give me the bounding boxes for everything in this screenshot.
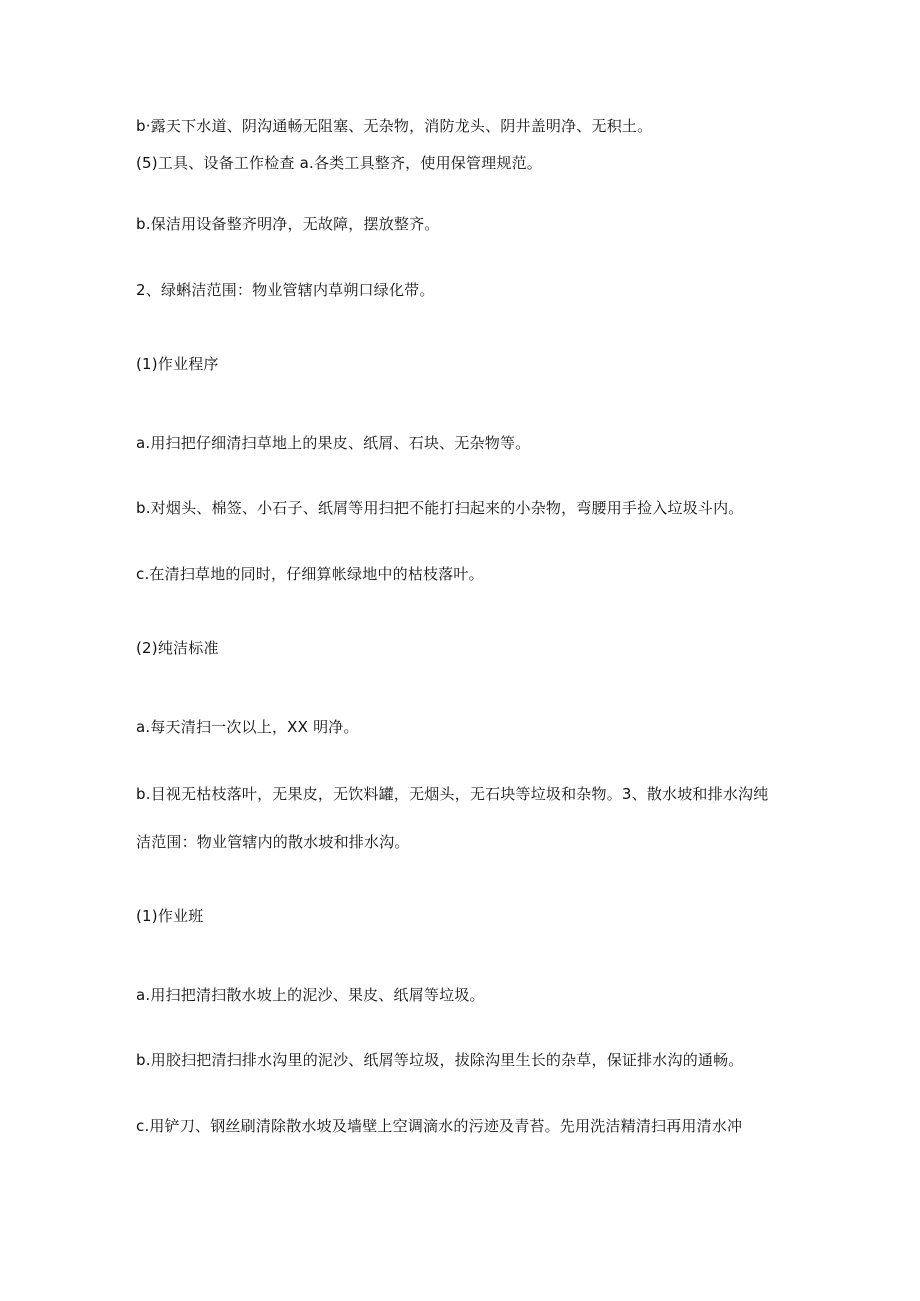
text-line-10: a.每天清扫一次以上，XX 明净。 [136,718,359,736]
text-line-8: c.在清扫草地的同时，仔细算帐绿地中的枯枝落叶。 [136,565,484,583]
text-line-5: (1)作业程序 [136,355,219,373]
text-line-16: c.用铲刀、钢丝刷清除散水坡及墙壁上空调滴水的污迹及青苔。先用洗洁精清扫再用清水冲 [136,1117,743,1135]
text-line-12: 洁范围：物业管辖内的散水坡和排水沟。 [136,833,410,851]
text-line-15: b.用胶扫把清扫排水沟里的泥沙、纸屑等垃圾，拔除沟里生长的杂草，保证排水沟的通畅。 [136,1051,744,1069]
text-line-1: b·露天下水道、阴沟通畅无阻塞、无杂物，消防龙头、阴井盖明净、无积土。 [136,117,653,135]
text-line-4: 2、绿蝌洁范围：物业管辖内草朔口绿化带。 [136,281,435,299]
text-line-13: (1)作业班 [136,907,204,925]
text-line-6: a.用扫把仔细清扫草地上的果皮、纸屑、石块、无杂物等。 [136,434,531,452]
text-line-2: (5)工具、设备工作检查 a.各类工具整齐，使用保管理规范。 [136,154,542,172]
text-line-14: a.用扫把清扫散水坡上的泥沙、果皮、纸屑等垃圾。 [136,986,485,1004]
text-line-7: b.对烟头、棉签、小石子、纸屑等用扫把不能打扫起来的小杂物，弯腰用手捡入垃圾斗内。 [136,499,744,517]
text-line-9: (2)纯洁标准 [136,639,219,657]
text-line-11: b.目视无枯枝落叶，无果皮，无饮料罐，无烟头，无石块等垃圾和杂物。3、散水坡和排水沟纯 [136,785,769,803]
text-line-3: b.保洁用设备整齐明净，无故障，摆放整齐。 [136,215,440,233]
